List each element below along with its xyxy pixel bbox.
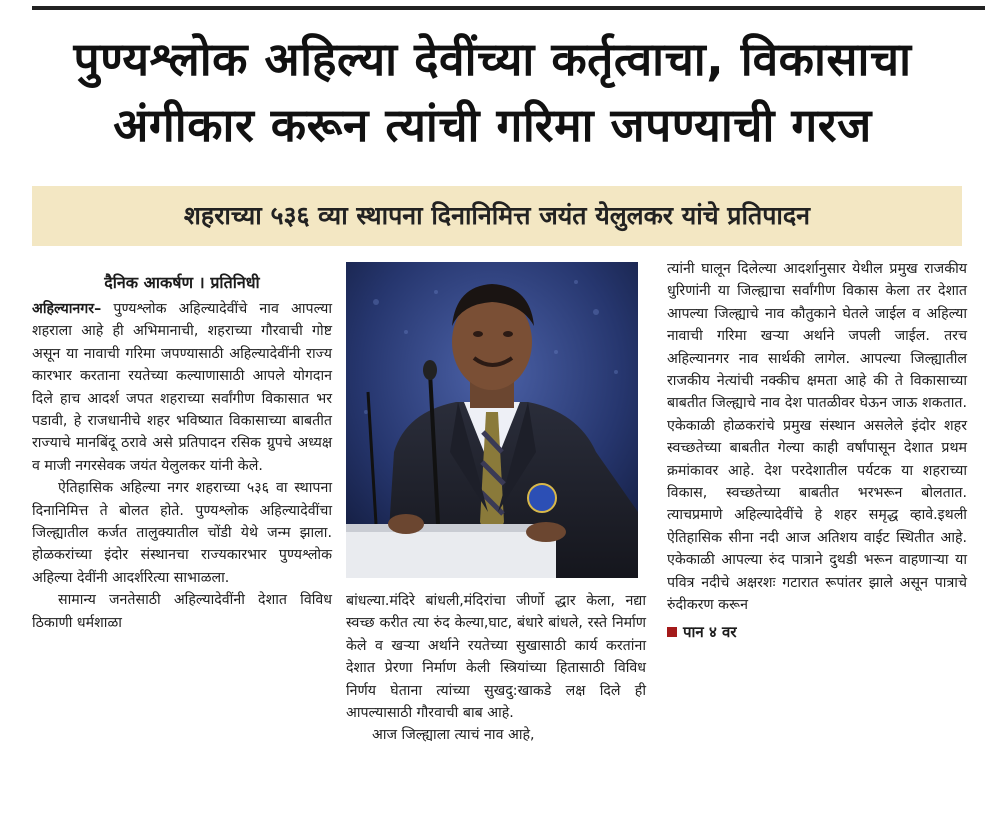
top-rule [32,6,985,10]
byline: दैनिक आकर्षण । प्रतिनिधी [104,273,260,292]
subheadline: शहराच्या ५३६ व्या स्थापना दिनानिमित्त जयंत येलुलकर यांचे प्रतिपादन [32,186,962,246]
dateline: अहिल्यानगर– [32,301,102,317]
headline-line-1: पुण्यश्लोक अहिल्या देवींच्या कर्तृत्वाचा, विकासाचा [73,32,912,86]
speaker-photo [346,262,638,578]
continued-marker [667,621,967,643]
paragraph [32,298,332,477]
paragraph: ऐतिहासिक अहिल्या नगर शहराच्या ५३६ वा स्थापना दिनानिमित्त ते बोलत होते. पुण्यश्लोक अहिल्यादेवींचा जिल्ह्यातील कर्जत तालुक्यातील चोंडी येथे जन्म झाला. होळकरांच्या इंदोर संस्थानचा राज्यकारभार पुण्यश्लोक अहिल्या देवींनी आदर्शरित्या साभाळला. [32,480,332,586]
paragraph: आज जिल्ह्याला त्याचं नाव आहे, [372,727,535,744]
article-column-1 [32,272,332,634]
headline [20,26,965,158]
headline-line-2: अंगीकार करून त्यांची गरिमा जपण्याची गरज [113,98,872,152]
article-column-3 [667,258,967,643]
continued-label: पान ४ वर [683,622,737,641]
speaker-photo-illustration [346,262,638,578]
article-column-2 [346,590,646,747]
paragraph: त्यांनी घालून दिलेल्या आदर्शानुसार येथील प्रमुख राजकीय धुरिणांनी या जिल्ह्याचा सर्वांगीण विकास केला तर देशात आपल्या जिल्ह्याचे नाव कौतुकाने घेतले जाईल व अहिल्या नावाची गरिमा खऱ्या अर्थाने जपली जाईल. तरच अहिल्यानगर नाव सार्थकी लागेल. आपल्या जिल्ह्यातील राजकीय नेत्यांची नक्कीच क्षमता आहे की ते विकासाच्या बाबतीत जिल्ह्याचे नाव देश पातळीवर घेऊन जाऊ शकतात. एकेकाळी होळकरांचे प्रमुख संस्थान असलेले इंदोर शहर स्वच्छतेच्या बाबतीत गेल्या काही वर्षांपासून देशात प्रथम क्रमांकावर आहे. देश परदेशातील पर्यटक या शहराच्या विकास, स्वच्छतेच्या बाबतीत भरभरून बोलतात. त्याचप्रमाणे अहिल्यादेवींचे हे शहर समृद्ध व्हावे.इथली ऐतिहासिक सीना नदी आज अतिशय वाईट स्थितीत आहे. एकेकाळी आपल्या रुंद पात्राने दुथडी भरून वाहणाऱ्या या पवित्र नदीचे अक्षरशः गटारात रूपांतर झाले असून पात्राचे रुंदीकरण करून [667,261,967,614]
paragraph: सामान्य जनतेसाठी अहिल्यादेवींनी देशात विविध ठिकाणी धर्मशाळा [32,592,332,631]
paragraph: बांधल्या.मंदिरे बांधली,मंदिरांचा जीर्णो द्धार केला, नद्या स्वच्छ करीत त्या रुंद केल्या,घाट, बंधारे बांधले, रस्ते निर्माण केले व खऱ्या अर्थाने रयतेच्या सुखासाठी कार्य करतांना देशात प्रेरणा निर्माण केली स्त्रियांच्या हितासाठी विविध निर्णय घेताना त्यांच्या सुखदु:खाकडे लक्ष दिले ही आपल्यासाठी गौरवाची बाब आहे. [346,593,646,722]
square-bullet-icon [667,627,677,637]
paragraph-text: पुण्यश्लोक अहिल्यादेवींचे नाव आपल्या शहराला आहे ही अभिमानाची, शहराच्या गौरवाची गोष्ट असून या नावाची गरिमा जपण्यासाठी अहिल्यादेवींनी राज्य कारभार करताना रयतेच्या कल्याणासाठी आपले योगदान दिले हाच आदर्श जपत शहराच्या सर्वांगीण विकासात भर पडावी, हे राजधानीचे शहर भविष्यात विकासाच्या बाबतीत राज्याचे मानबिंदू ठरावे असे प्रतिपादन रसिक ग्रुपचे अध्यक्ष व माजी नगरसेवक जयंत येलुलकर यांनी केले. [32,301,332,474]
